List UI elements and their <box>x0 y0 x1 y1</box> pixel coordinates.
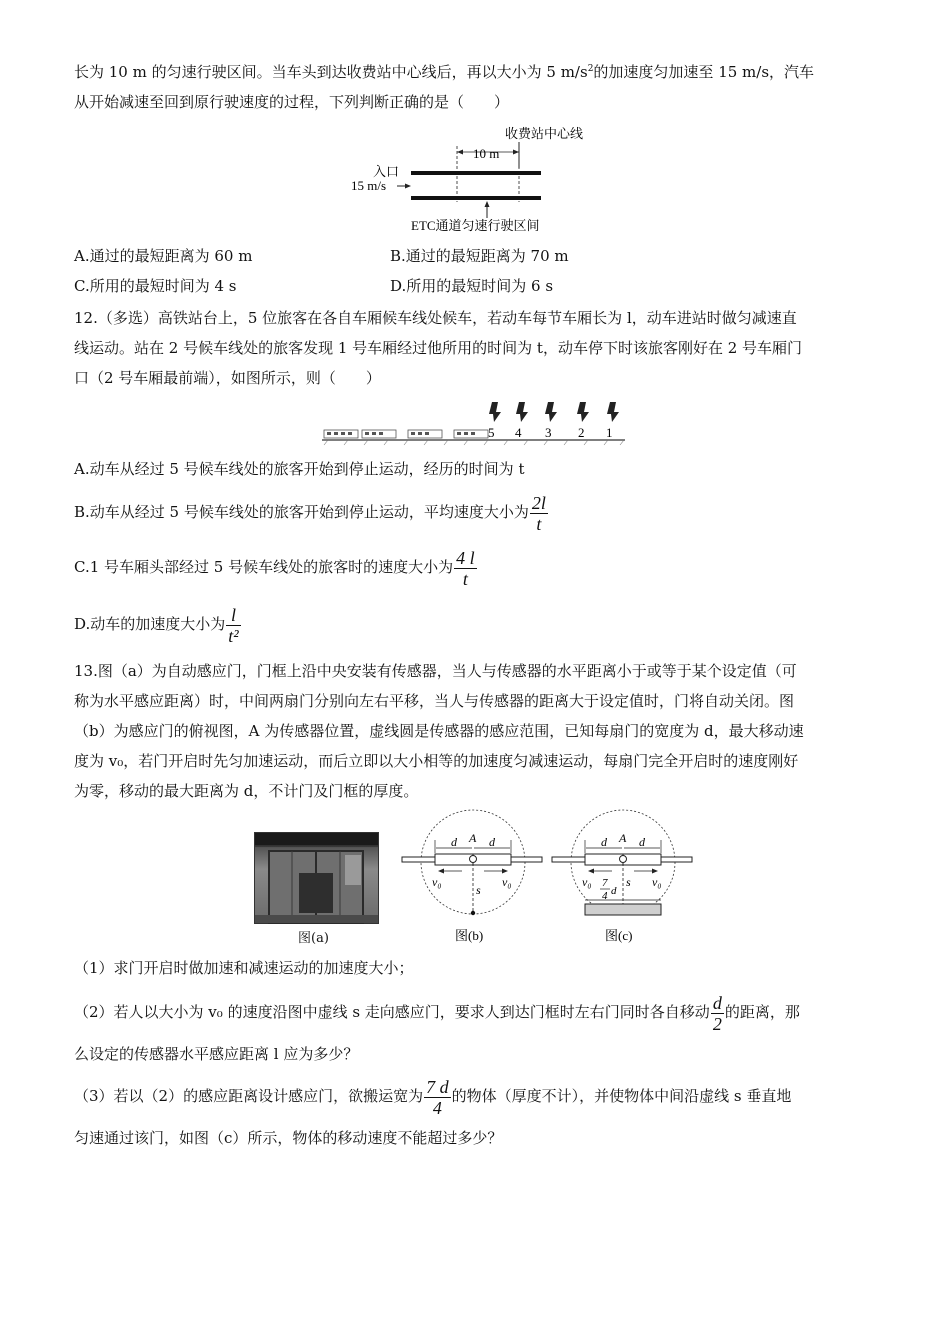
q11-option-b: B.通过的最短距离为 70 m <box>390 247 569 265</box>
waiting-line-4: 4 <box>515 425 522 440</box>
q13-text-line2: 称为水平感应距离）时，中间两扇门分别向左右平移，当人与传感器的距离大于设定值时，门将自动关闭。图 <box>74 692 795 710</box>
q13-sub3: （3）若以（2）的感应距离设计感应门，欲搬运宽为 $\frac{7 d}{4}$ 的物体（厚度不计），并使物体中间沿虚线 s 垂直地 <box>74 1076 792 1118</box>
door-width-left: d <box>451 835 457 849</box>
q13-sub1: （1）求门开启时做加速和减速运动的加速度大小； <box>74 959 414 977</box>
sensor-door-top-view-b <box>400 810 545 950</box>
q12-option-c: C.1 号车厢头部经过 5 号候车线处的旅客时的速度大小为 $\frac{4 l}{t}$ <box>74 547 475 589</box>
q12-text-line1: 12.（多选）高铁站台上，5 位旅客在各自车厢候车线处候车，若动车每节车厢长为 l，动车进站时做匀减速直 <box>74 309 797 327</box>
velocity-left: v₀ <box>432 875 442 889</box>
q11-text-line2: 从开始减速至回到原行驶速度的过程，下列判断正确的是（ ） <box>74 93 510 111</box>
door-width-left-c: d <box>601 835 607 849</box>
train-platform-diagram <box>320 398 630 448</box>
fraction-7d-over-4: $\frac{7 d}{4}$ <box>426 1076 449 1118</box>
fraction-l-over-t2: $\frac{l}{\text{t²}}$ <box>228 604 239 646</box>
q13-sub2-line2: 么设定的传感器水平感应距离 l 应为多少？ <box>74 1045 359 1063</box>
q12-text-line3: 口（2 号车厢最前端），如图所示，则（ ） <box>74 369 381 387</box>
q13-text-line1: 13.图（a）为自动感应门，门框上沿中央安装有传感器，当人与传感器的水平距离小于或等于某个设定值（可 <box>74 662 797 680</box>
velocity-right-c: v₀ <box>652 875 662 889</box>
q13-sub2: （2）若人以大小为 v₀ 的速度沿图中虚线 s 走向感应门，要求人到达门框时左右门同时各自移动 $\frac{d}{2}$ 的距离，那 <box>74 992 800 1034</box>
sensor-label-a-c: A <box>619 831 627 845</box>
q11-option-d: D.所用的最短时间为 6 s <box>390 277 554 295</box>
q12-option-d: D.动车的加速度大小为 $\frac{l}{\text{t²}}$ <box>74 604 239 646</box>
sensor-door-top-view-c <box>550 810 695 950</box>
q11-option-c: C.所用的最短时间为 4 s <box>74 277 237 295</box>
waiting-line-1: 1 <box>606 425 613 440</box>
fraction-2l-over-t: $\frac{2l}{t}$ <box>531 492 546 534</box>
q12-text-line2: 线运动。站在 2 号候车线处的旅客发现 1 号车厢经过他所用的时间为 t，动车停下时该旅客刚好在 2 号车厢门 <box>74 339 803 357</box>
center-line-label: 收费站中心线 <box>505 126 584 141</box>
path-label-s-c: s <box>626 875 631 889</box>
etc-lane-diagram <box>345 122 615 234</box>
waiting-line-3: 3 <box>545 425 552 440</box>
caption-figure-c: 图(c) <box>605 928 633 943</box>
q13-text-line3: （b）为感应门的俯视图，A 为传感器位置，虚线圆是传感器的感应范围，已知每扇门的宽度为 d，最大移动速 <box>74 722 804 740</box>
q13-sub3-line2: 匀速通过该门，如图（c）所示，物体的移动速度不能超过多少？ <box>74 1129 503 1147</box>
velocity-left-c: v₀ <box>582 875 592 889</box>
q13-text-line5: 为零，移动的最大距离为 d，不计门及门框的厚度。 <box>74 782 419 800</box>
velocity-right: v₀ <box>502 875 512 889</box>
object-width-d: d <box>611 885 617 897</box>
waiting-line-2: 2 <box>578 425 585 440</box>
speed-label: 15 m/s <box>351 178 387 193</box>
fraction-d-over-2: $\frac{d}{2}$ <box>712 992 722 1034</box>
q11-option-a: A.通过的最短距离为 60 m <box>74 247 253 265</box>
distance-label: 10 m <box>473 146 500 161</box>
object-width-den: 4 <box>602 890 608 902</box>
caption-figure-a: 图(a) <box>298 931 329 946</box>
q12-option-b: B.动车从经过 5 号候车线处的旅客开始到停止运动，平均速度大小为 $\frac{2l}{t}$ <box>74 492 546 534</box>
caption-figure-b: 图(b) <box>455 928 484 943</box>
automatic-door-photo <box>254 832 379 924</box>
path-label-s: s <box>476 883 481 897</box>
q11-text-line1: 长为 10 m 的匀速行驶区间。当车头到达收费站中心线后，再以大小为 5 $m/s^2$的加速度匀加速至 15 m/s，汽车 <box>74 63 815 81</box>
fraction-4l-over-t: $\frac{4 l}{t}$ <box>456 547 475 589</box>
door-width-right-c: d <box>639 835 645 849</box>
sensor-label-a: A <box>469 831 477 845</box>
door-width-right: d <box>489 835 495 849</box>
object-width-num: 7 <box>602 877 608 889</box>
entry-label: 入口 <box>373 164 400 179</box>
q13-text-line4: 度为 v₀，若门开启时先匀加速运动，而后立即以大小相等的加速度匀减速运动，每扇门完全开启时的速度刚好 <box>74 752 799 770</box>
q12-option-a: A.动车从经过 5 号候车线处的旅客开始到停止运动，经历的时间为 t <box>74 460 525 478</box>
zone-label: ETC通道匀速行驶区间 <box>411 218 540 233</box>
waiting-line-5: 5 <box>488 425 495 440</box>
